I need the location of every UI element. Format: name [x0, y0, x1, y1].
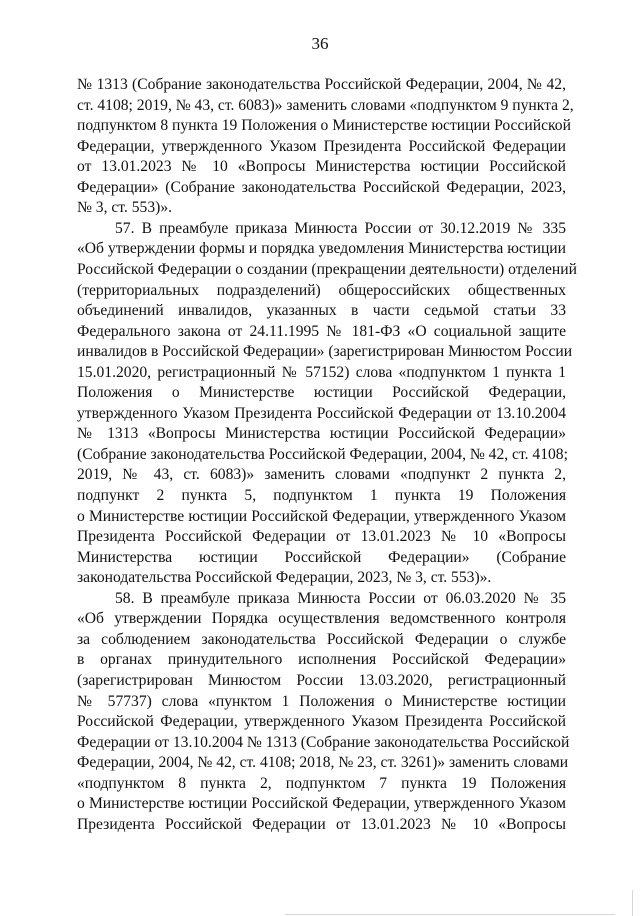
- text-line: Президента Российской Федерации от 13.01.2023 № 10 «Вопросы: [77, 528, 566, 546]
- scan-edge-bottom: [285, 914, 615, 915]
- text-line: Федерации, 2004, № 42, ст. 4108; 2018, № 23, ст. 3261)» заменить словами: [77, 754, 569, 772]
- page-number: 36: [311, 34, 329, 53]
- text-line: Российской Федерации о создании (прекращении деятельности) отделений: [77, 260, 577, 278]
- text-line: Федерации от 13.10.2004 № 1313 (Собрание законодательства Российской: [77, 733, 570, 751]
- text-line: от 13.01.2023 № 10 «Вопросы Министерства юстиции Российской: [77, 158, 566, 176]
- text-line: Федерации, утвержденного Указом Президента Российской Федерации: [77, 137, 566, 155]
- text-line: 57. В преамбуле приказа Минюста России от 30.12.2019 № 335: [115, 219, 566, 237]
- text-line: законодательства Российской Федерации, 2023, № 3, ст. 553)».: [77, 569, 492, 587]
- text-line: в органах принудительного исполнения Российской Федерации»: [77, 651, 566, 669]
- text-line: Положения о Министерстве юстиции Российской Федерации,: [77, 384, 566, 402]
- scan-edge-right: [632, 890, 633, 916]
- text-line: (Собрание законодательства Российской Федерации, 2004, № 42, ст. 4108;: [77, 445, 568, 463]
- text-line: «подпунктом 8 пункта 2, подпунктом 7 пункта 19 Положения: [77, 774, 566, 792]
- text-line: № 1313 (Собрание законодательства Российской Федерации, 2004, № 42,: [77, 76, 566, 93]
- text-line: Федерации» (Собрание законодательства Российской Федерации, 2023,: [77, 178, 566, 196]
- text-line: утвержденного Указом Президента Российской Федерации от 13.10.2004: [77, 404, 566, 422]
- text-line: инвалидов в Российской Федерации» (зарегистрирован Минюстом России: [77, 343, 573, 361]
- text-line: (территориальных подразделений) общероссийских общественных: [77, 281, 566, 299]
- text-line: «Об утверждении формы и порядка уведомления Министерства юстиции: [77, 240, 566, 258]
- text-line: о Министерстве юстиции Российской Федерации, утвержденного Указом: [77, 507, 566, 525]
- text-line: «Об утверждении Порядка осуществления ведомственного контроля: [77, 610, 566, 628]
- text-line: (зарегистрирован Минюстом России 13.03.2020, регистрационный: [77, 671, 566, 689]
- text-line: № 57737) слова «пунктом 1 Положения о Министерстве юстиции: [77, 692, 566, 710]
- text-line: 15.01.2020, регистрационный № 57152) слова «подпунктом 1 пункта 1: [77, 363, 566, 381]
- text-line: за соблюдением законодательства Российской Федерации о службе: [77, 630, 566, 648]
- text-line: 2019, № 43, ст. 6083)» заменить словами «подпункт 2 пункта 2,: [77, 466, 566, 484]
- text-line: Президента Российской Федерации от 13.01.2023 № 10 «Вопросы: [77, 815, 566, 833]
- text-line: ст. 4108; 2019, № 43, ст. 6083)» заменить словами «подпунктом 9 пункта 2,: [77, 96, 574, 114]
- text-line: объединений инвалидов, указанных в части седьмой статьи 33: [77, 302, 566, 320]
- text-line: Федерального закона от 24.11.1995 № 181-ФЗ «О социальной защите: [77, 322, 566, 340]
- text-line: № 3, ст. 553)».: [77, 199, 173, 217]
- text-line: подпункт 2 пункта 5, подпунктом 1 пункта 19 Положения: [77, 487, 566, 504]
- text-line: № 1313 «Вопросы Министерства юстиции Российской Федерации»: [77, 425, 566, 443]
- text-line: Российской Федерации, утвержденного Указом Президента Российской: [77, 713, 566, 731]
- text-line: 58. В преамбуле приказа Минюста России от 06.03.2020 № 35: [115, 589, 566, 607]
- text-line: о Министерстве юстиции Российской Федерации, утвержденного Указом: [77, 795, 566, 813]
- text-line: подпунктом 8 пункта 19 Положения о Министерстве юстиции Российской: [77, 117, 571, 135]
- text-line: Министерства юстиции Российской Федерации» (Собрание: [77, 548, 566, 566]
